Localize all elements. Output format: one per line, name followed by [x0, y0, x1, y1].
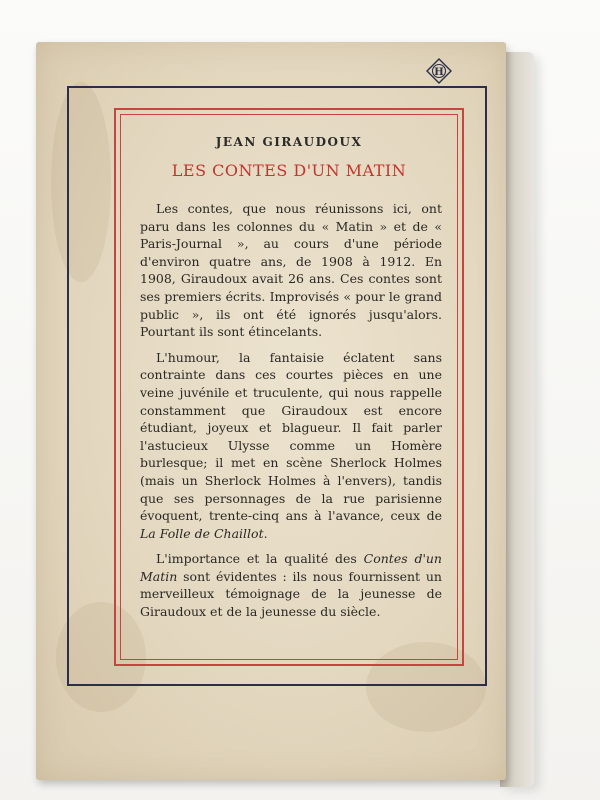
publisher-logo-letter: H [434, 67, 444, 78]
blurb-text [140, 200, 442, 621]
italic-title: La Folle de Chaillot [140, 525, 264, 541]
publisher-logo-icon [426, 58, 452, 84]
book-title: LES CONTES D'UN MATIN [171, 161, 407, 180]
paragraph-text: L'humour, la fantaisie éclatent sans contrainte dans ces courtes pièces en une veine juvénile et truculente, qui nous rappelle constamment que Giraudoux est encore étudiant, joyeux et blagueur. Il fait parler l'astucieux Ulysse comme un Homère burlesque; il met en scène Sherlock Holmes (mais un Sherlock Holmes à l'envers), tandis que ses personnages de la rue parisienne évoquent, trente-cinq ans à l'avance, ceux de [140, 349, 442, 524]
blurb-paragraph-1: Les contes, que nous réunissons ici, ont paru dans les colonnes du « Matin » et de « Paris-Journal », au cours d'une période d'environ quatre ans, de 1908 à 1912. En 1908, Giraudoux avait 26 ans. Ces contes sont ses premiers écrits. Improvisés « pour le grand public », ils ont été ignorés jusqu'alors. Pourtant ils sont étincelants. [140, 201, 442, 340]
author-name: JEAN GIRAUDOUX [215, 135, 363, 149]
italic-title: Contes d'un Matin [140, 551, 442, 584]
blurb-paragraph-2 [140, 349, 442, 543]
paragraph-text: . [263, 525, 268, 541]
paragraph-text: sont évidentes : ils nous fournissent un merveilleux témoignage de la jeunesse de Giraudoux et de la jeunesse du siècle. [140, 568, 442, 620]
blurb-paragraph-3 [140, 550, 442, 620]
paragraph-text: L'importance et la qualité des [156, 551, 364, 567]
